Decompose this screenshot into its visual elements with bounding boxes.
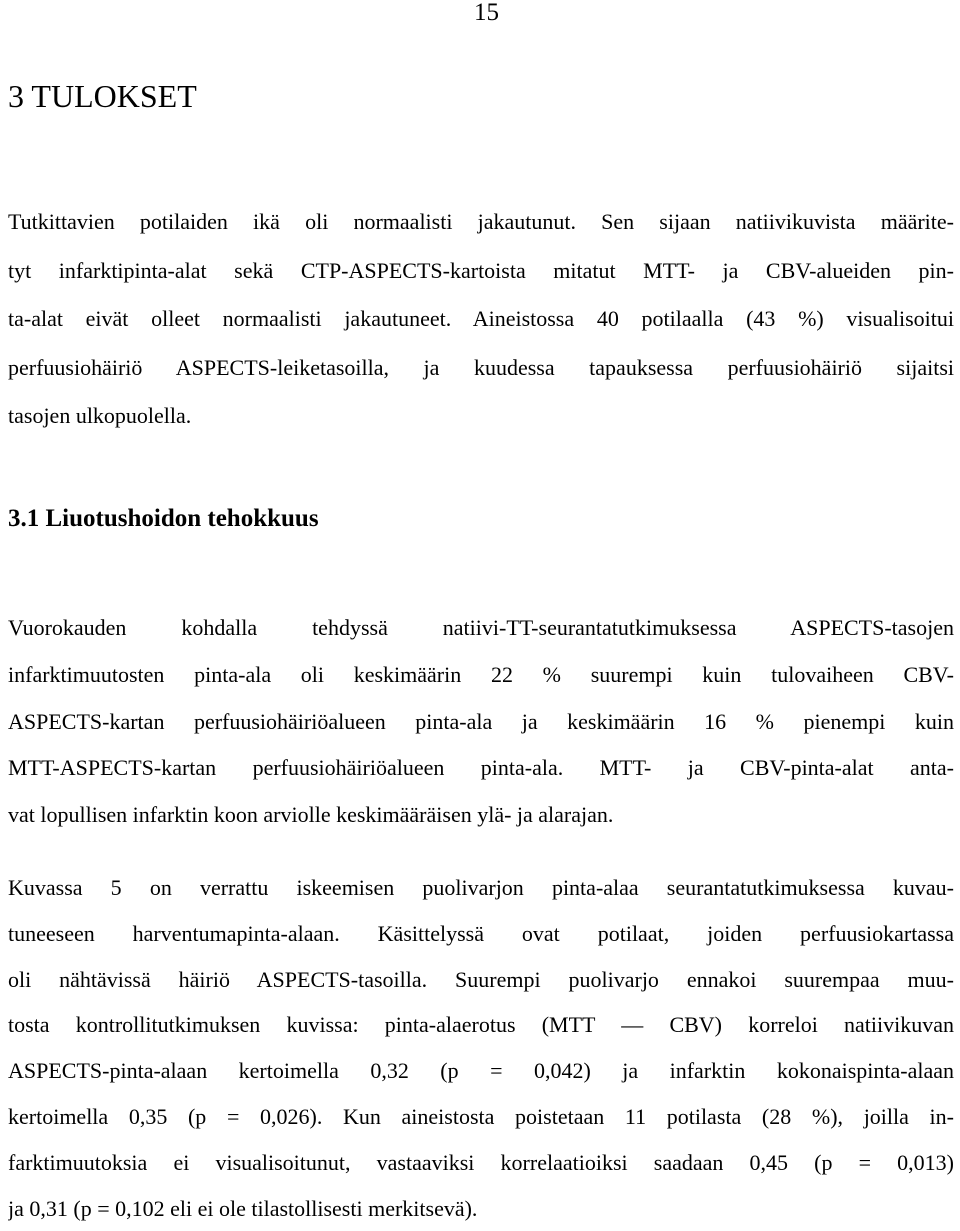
section-paragraph-1 xyxy=(8,605,954,839)
text-line: perfuusiohäiriö ASPECTS-leiketasoilla, ja kuudessa tapauksessa perfuusiohäiriö sijaitsi xyxy=(8,354,954,380)
text-line: Kuvassa 5 on verrattu iskeemisen puolivarjon pinta-alaa seurantatutkimuksessa kuvau- xyxy=(8,875,954,900)
text-line: ASPECTS-pinta-alaan kertoimella 0,32 (p = 0,042) ja infarktin kokonaispinta-alaan xyxy=(8,1058,954,1084)
text-line: tasojen ulkopuolella. xyxy=(8,403,192,429)
text-line: ta-alat eivät olleet normaalisti jakautuneet. Aineistossa 40 potilaalla (43 %) visualisoitui xyxy=(8,306,954,332)
text-line: ja 0,31 (p = 0,102 eli ei ole tilastollisesti merkitsevä). xyxy=(8,1195,478,1221)
text-line: tyt infarktipinta-alat sekä CTP-ASPECTS-kartoista mitatut MTT- ja CBV-alueiden pin- xyxy=(8,257,954,283)
text-line: ASPECTS-kartan perfuusiohäiriöalueen pinta-ala ja keskimäärin 16 % pienempi kuin xyxy=(8,708,954,734)
text-line: oli nähtävissä häiriö ASPECTS-tasoilla. Suurempi puolivarjo ennakoi suurempaa muu- xyxy=(8,966,954,992)
text-line: kertoimella 0,35 (p = 0,026). Kun aineistosta poistetaan 11 potilasta (28 %), joilla in- xyxy=(8,1103,954,1129)
text-line: Vuorokauden kohdalla tehdyssä natiivi-TT-seurantatutkimuksessa ASPECTS-tasojen xyxy=(8,615,954,640)
text-line: tuneeseen harventumapinta-alaan. Käsittelyssä ovat potilaat, joiden perfuusiokartassa xyxy=(8,920,954,946)
text-line: MTT-ASPECTS-kartan perfuusiohäiriöalueen pinta-ala. MTT- ja CBV-pinta-alat anta- xyxy=(8,755,954,781)
page-number: 15 xyxy=(474,0,499,26)
intro-paragraph xyxy=(8,198,954,441)
section-title: 3.1 Liuotushoidon tehokkuus xyxy=(8,505,319,532)
text-line: farktimuutoksia ei visualisoitunut, vastaaviksi korrelaatioiksi saadaan 0,45 (p = 0,013) xyxy=(8,1149,954,1175)
text-line: tosta kontrollitutkimuksen kuvissa: pinta-alaerotus (MTT — CBV) korreloi natiivikuvan xyxy=(8,1012,954,1038)
section-paragraph-2 xyxy=(8,865,954,1231)
text-line: Tutkittavien potilaiden ikä oli normaalisti jakautunut. Sen sijaan natiivikuvista määrite- xyxy=(8,209,954,234)
text-line: vat lopullisen infarktin koon arviolle keskimääräisen ylä- ja alarajan. xyxy=(8,802,614,828)
chapter-title: 3 TULOKSET xyxy=(8,78,197,114)
text-line: infarktimuutosten pinta-ala oli keskimäärin 22 % suurempi kuin tulovaiheen CBV- xyxy=(8,661,954,687)
